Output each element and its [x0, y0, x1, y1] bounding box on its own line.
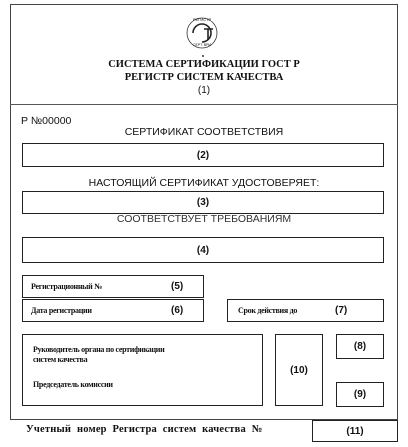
field-6-marker: (6) — [171, 305, 184, 316]
head-label-line1: Руководитель органа по сертификации — [33, 345, 165, 354]
header-marker: (1) — [197, 85, 211, 96]
field-3-marker: (3) — [196, 197, 210, 208]
field-2-marker: (2) — [196, 149, 210, 161]
reg-number: Р №00000 — [21, 115, 72, 127]
header-divider — [10, 104, 398, 105]
field-3-box[interactable] — [22, 191, 384, 214]
field-10-box[interactable] — [275, 334, 323, 406]
field-11-box[interactable] — [312, 420, 398, 442]
valid-until-box[interactable] — [227, 299, 384, 322]
reg-date-label: Дата регистрации — [31, 306, 92, 315]
gost-r-logo — [184, 14, 220, 50]
field-9-box[interactable] — [336, 382, 384, 407]
field-5-marker: (5) — [171, 281, 184, 292]
logo-bottom-text: СЕРТ. ВРИ — [193, 43, 211, 47]
head-label-line2: систем качества — [33, 355, 88, 364]
logo-caption-dot — [202, 55, 204, 57]
field-10-marker: (10) — [290, 364, 308, 376]
signatories-box — [22, 334, 263, 406]
field-9-marker: (9) — [353, 389, 367, 400]
field-4-marker: (4) — [196, 244, 210, 256]
reg-no-label: Регистрационный № — [31, 282, 102, 291]
field-8-box[interactable] — [336, 334, 384, 359]
field-8-marker: (8) — [353, 341, 367, 352]
certificate-title: СЕРТИФИКАТ СООТВЕТСТВИЯ — [124, 126, 284, 138]
certifies-text: НАСТОЯЩИЙ СЕРТИФИКАТ УДОСТОВЕРЯЕТ: — [88, 177, 320, 189]
header-title-line1: СИСТЕМА СЕРТИФИКАЦИИ ГОСТ Р — [108, 59, 300, 70]
logo-top-text: РЕГИСТР — [192, 17, 212, 22]
field-2-box[interactable] — [22, 143, 384, 167]
field-7-marker: (7) — [335, 305, 348, 316]
registry-number-label: Учетный номер Регистра систем качества № — [26, 424, 263, 435]
valid-until-label: Срок действия до — [238, 306, 298, 315]
reg-no-box[interactable] — [22, 275, 204, 298]
header-title-line2: РЕГИСТР СИСТЕМ КАЧЕСТВА — [124, 72, 284, 83]
field-4-box[interactable] — [22, 237, 384, 263]
reg-date-box[interactable] — [22, 299, 204, 322]
complies-text: СООТВЕТСТВУЕТ ТРЕБОВАНИЯМ — [116, 213, 292, 225]
chairman-label: Председатель комиссии — [33, 380, 113, 389]
field-11-marker: (11) — [346, 425, 364, 437]
